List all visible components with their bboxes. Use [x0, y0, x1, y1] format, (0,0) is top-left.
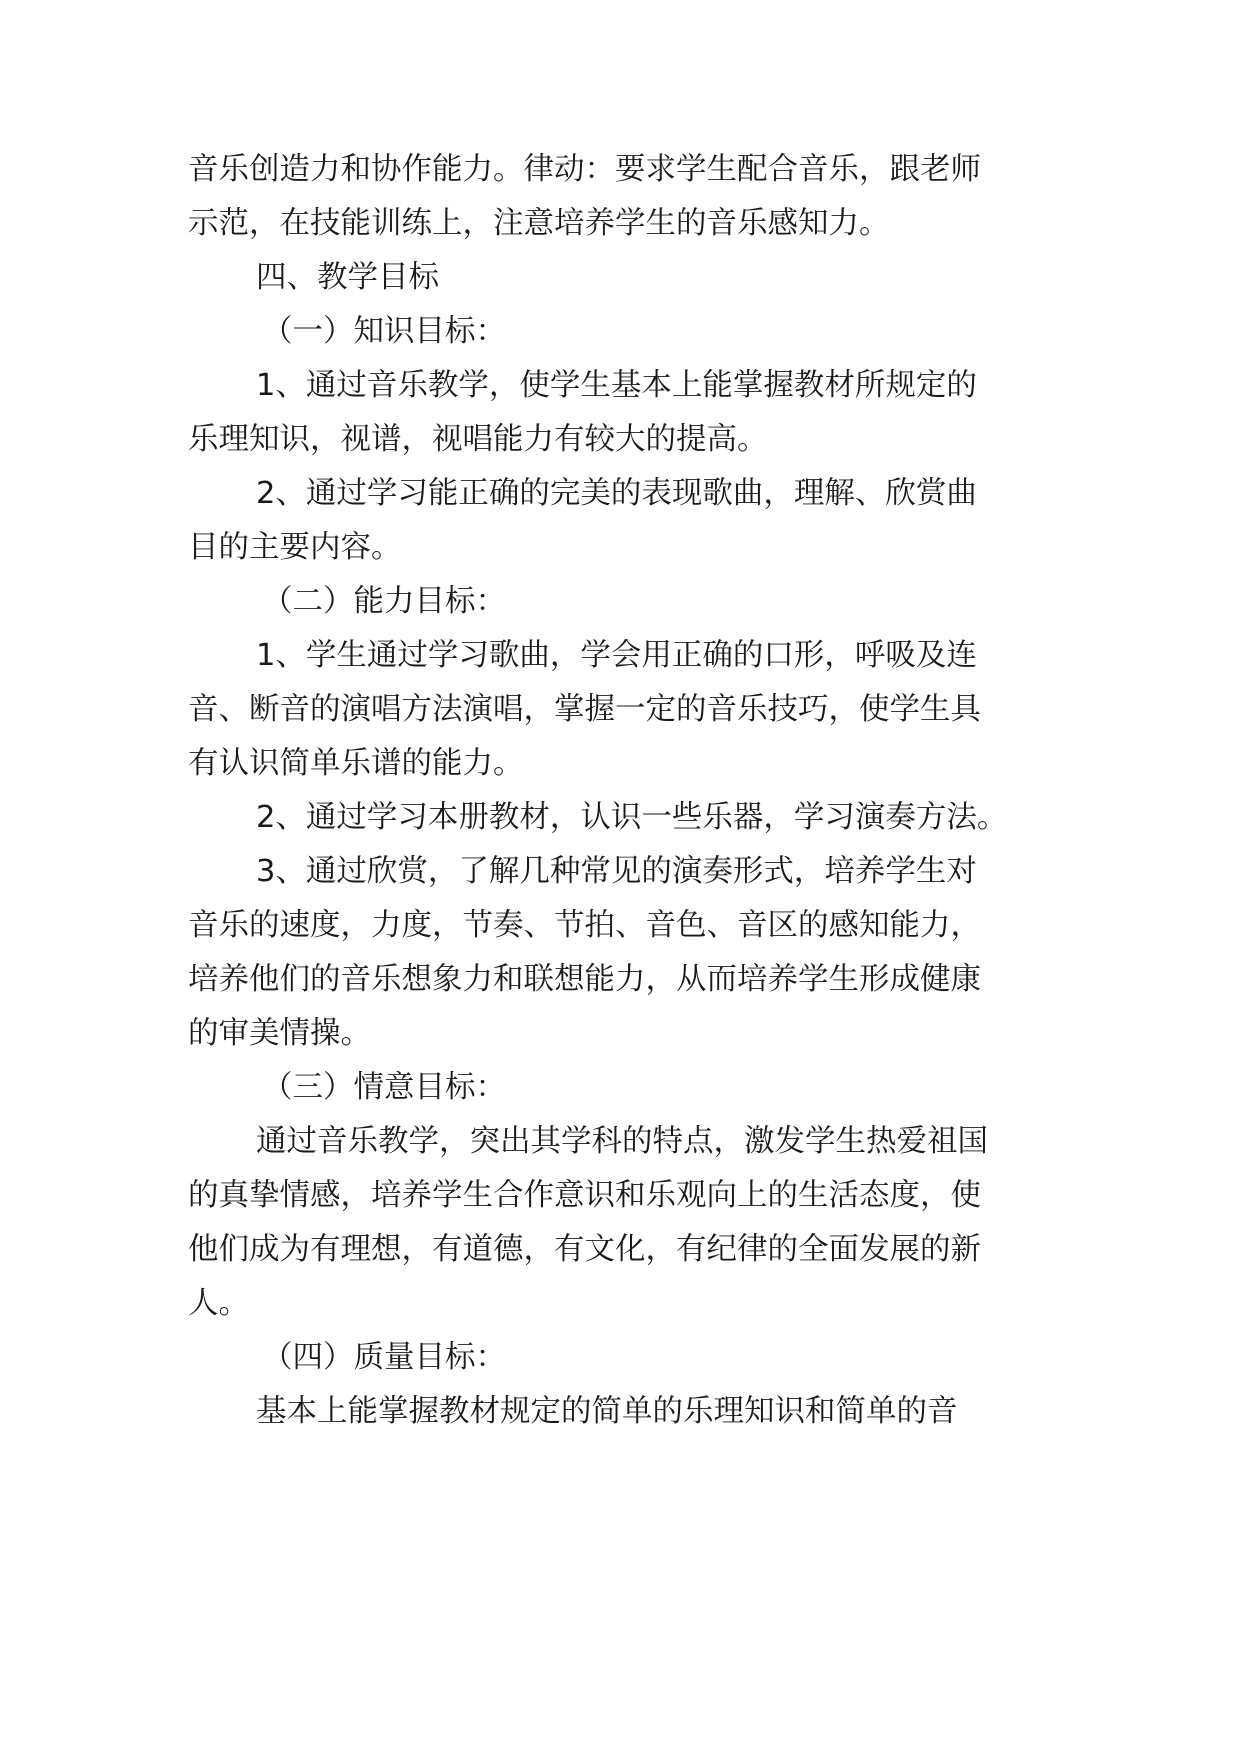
paragraph-line: 目的主要内容。 — [188, 530, 402, 565]
paragraph-line: 3、通过欣赏，了解几种常见的演奏形式，培养学生对 — [256, 854, 977, 889]
paragraph-line: 的真挚情感，培养学生合作意识和乐观向上的生活态度，使 — [188, 1178, 981, 1213]
paragraph-line: 1、学生通过学习歌曲，学会用正确的口形，呼吸及连 — [256, 638, 977, 673]
subsection-heading: （一）知识目标： — [262, 314, 506, 349]
paragraph-line: 的审美情操。 — [188, 1016, 371, 1051]
subsection-heading: （二）能力目标： — [262, 584, 506, 619]
paragraph-line: 培养他们的音乐想象力和联想能力，从而培养学生形成健康 — [188, 962, 981, 997]
paragraph-line: 音、断音的演唱方法演唱，掌握一定的音乐技巧，使学生具 — [188, 692, 981, 727]
section-heading: 四、教学目标 — [256, 260, 439, 295]
subsection-heading: （四）质量目标： — [262, 1340, 506, 1375]
paragraph-line: 2、通过学习能正确的完美的表现歌曲，理解、欣赏曲 — [256, 476, 977, 511]
paragraph-line: 他们成为有理想，有道德，有文化，有纪律的全面发展的新 — [188, 1232, 981, 1267]
paragraph-line: 示范，在技能训练上，注意培养学生的音乐感知力。 — [188, 206, 890, 241]
paragraph-line: 音乐的速度，力度，节奏、节拍、音色、音区的感知能力， — [188, 908, 981, 943]
paragraph-line: 基本上能掌握教材规定的简单的乐理知识和简单的音 — [256, 1394, 958, 1429]
paragraph-line: 音乐创造力和协作能力。律动：要求学生配合音乐，跟老师 — [188, 152, 981, 187]
paragraph-line: 人。 — [188, 1286, 249, 1321]
paragraph-line: 通过音乐教学，突出其学科的特点，激发学生热爱祖国 — [256, 1124, 988, 1159]
paragraph-line: 有认识简单乐谱的能力。 — [188, 746, 524, 781]
paragraph-line: 2、通过学习本册教材，认识一些乐器，学习演奏方法。 — [256, 800, 1008, 835]
subsection-heading: （三）情意目标： — [262, 1070, 506, 1105]
paragraph-line: 1、通过音乐教学，使学生基本上能掌握教材所规定的 — [256, 368, 977, 403]
paragraph-line: 乐理知识，视谱，视唱能力有较大的提高。 — [188, 422, 768, 457]
